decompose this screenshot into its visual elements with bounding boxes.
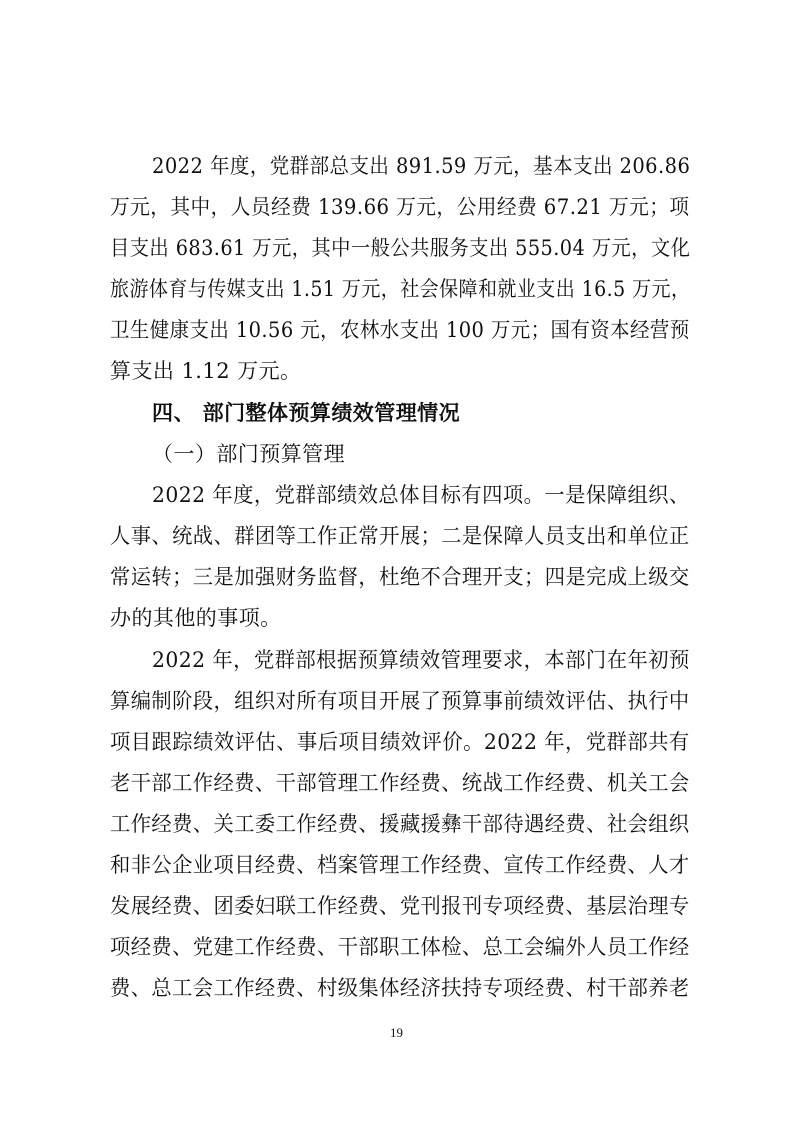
paragraph-2-line-2: 人事、统战、群团等工作正常开展；二是保障人员支出和单位正 — [110, 524, 690, 548]
paragraph-3-line-9: 费、总工会工作经费、村级集体经济扶持专项经费、村干部养老 — [110, 976, 690, 1000]
paragraph-1-line-1: 2022 年度，党群部总支出 891.59 万元，基本支出 206.86 — [152, 154, 691, 178]
paragraph-3-line-6: 和非公企业项目经费、档案管理工作经费、宣传工作经费、人才 — [110, 853, 690, 877]
paragraph-2-line-4: 办的其他的事项。 — [110, 606, 282, 630]
paragraph-2-line-1: 2022 年度，党群部绩效总体目标有四项。一是保障组织、 — [152, 483, 690, 507]
paragraph-1-line-5: 卫生健康支出 10.56 元，农林水支出 100 万元；国有资本经营预 — [110, 318, 690, 342]
paragraph-2-line-3: 常运转；三是加强财务监督，杜绝不合理开支；四是完成上级交 — [110, 565, 690, 589]
section-heading: 四、 部门整体预算绩效管理情况 — [152, 401, 461, 425]
page-number: 19 — [390, 1025, 403, 1040]
subsection-heading: （一）部门预算管理 — [152, 442, 346, 466]
paragraph-1-line-6: 算支出 1.12 万元。 — [110, 359, 302, 383]
paragraph-3-line-1: 2022 年，党群部根据预算绩效管理要求，本部门在年初预 — [152, 648, 690, 672]
paragraph-1-line-4: 旅游体育与传媒支出 1.51 万元，社会保障和就业支出 16.5 万元， — [110, 277, 691, 301]
paragraph-1-line-3: 目支出 683.61 万元，其中一般公共服务支出 555.04 万元，文化 — [110, 236, 691, 260]
paragraph-3-line-7: 发展经费、团委妇联工作经费、党刊报刊专项经费、基层治理专 — [110, 894, 690, 918]
paragraph-1-line-2: 万元，其中，人员经费 139.66 万元，公用经费 67.21 万元；项 — [110, 195, 690, 219]
paragraph-3-line-5: 工作经费、关工委工作经费、援藏援彝干部待遇经费、社会组织 — [110, 812, 690, 836]
paragraph-3-line-4: 老干部工作经费、干部管理工作经费、统战工作经费、机关工会 — [110, 771, 690, 795]
paragraph-3-line-3: 项目跟踪绩效评估、事后项目绩效评价。2022 年，党群部共有 — [110, 730, 690, 754]
paragraph-3-line-8: 项经费、党建工作经费、干部职工体检、总工会编外人员工作经 — [110, 935, 690, 959]
paragraph-3-line-2: 算编制阶段，组织对所有项目开展了预算事前绩效评估、执行中 — [110, 689, 690, 713]
